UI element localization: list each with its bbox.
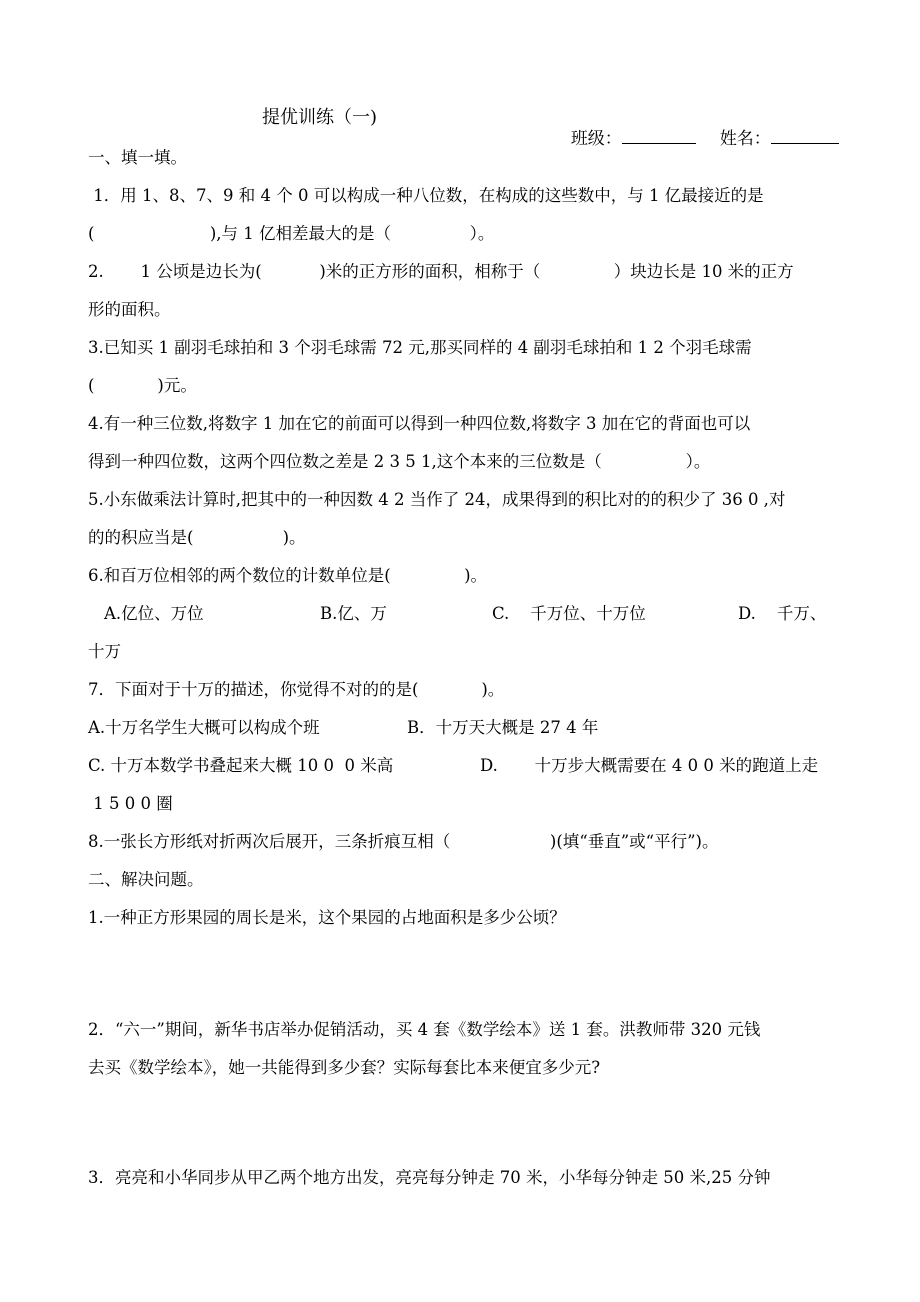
q5-line2: 的的积应当是( )。 <box>88 528 306 547</box>
q2-line1: 2. 1 公顷是边长为( )米的正方形的面积，相称于（ ）块边长是 10 米的正方 <box>88 262 794 281</box>
name-field <box>709 104 839 149</box>
q4-line2: 得到一种四位数，这两个四位数之差是 2 3 5 1,这个本来的三位数是（ ）。 <box>88 452 711 471</box>
page-title: 提优训练（一) <box>262 107 378 128</box>
q7-line4: 1 5 0 0 圈 <box>88 794 173 813</box>
section2-heading: 二、解决问题。 <box>88 870 204 889</box>
q6-option-d: D. 千万、 <box>738 604 827 623</box>
q1-line2: ( ),与 1 亿相差最大的是（ ）。 <box>88 224 495 243</box>
q8-line1: 8.一张长方形纸对折两次后展开，三条折痕互相（ )(填“垂直”或“平行”)。 <box>88 832 719 851</box>
problem-2-line1: 2．“六一”期间，新华书店举办促销活动，买 4 套《数学绘本》送 1 套。洪教师带 320 元钱 <box>88 1020 761 1039</box>
section1-heading: 一、填一填。 <box>88 148 187 167</box>
q7-option-b: B．十万天大概是 27 4 年 <box>407 718 599 737</box>
problem-1: 1.一种正方形果园的周长是米，这个果园的占地面积是多少公顷？ <box>88 908 566 927</box>
q1-line1: 1．用 1、8、7、9 和 4 个 0 可以构成一种八位数，在构成的这些数中，与 1 亿最接近的是 <box>88 186 764 205</box>
q6-option-b: B.亿、万 <box>320 604 387 623</box>
q6-line1: 6.和百万位相邻的两个数位的计数单位是( )。 <box>88 566 488 585</box>
q7-option-c: C. 十万本数学书叠起来大概 10 0 0 米高 <box>88 756 394 775</box>
q6-option-a: A.亿位、万位 <box>104 604 204 623</box>
q7-option-a: A.十万名学生大概可以构成个班 <box>88 718 320 737</box>
q3-line1: 3.已知买 1 副羽毛球拍和 3 个羽毛球需 72 元,那买同样的 4 副羽毛球拍和 1 2 个羽毛球需 <box>88 338 752 357</box>
q6-option-c: C. 千万位、十万位 <box>492 604 646 623</box>
class-blank[interactable] <box>622 127 696 144</box>
q5-line1: 5.小东做乘法计算时,把其中的一种因数 4 2 当作了 24，成果得到的积比对的的积少了 36 0 ,对 <box>88 490 786 509</box>
name-blank[interactable] <box>771 127 839 144</box>
q3-line2: ( )元。 <box>88 376 197 395</box>
q6-line3: 十万 <box>88 642 121 661</box>
q4-line1: 4.有一种三位数,将数字 1 加在它的前面可以得到一种四位数,将数字 3 加在它的背面也可以 <box>88 414 751 433</box>
q2-line2: 形的面积。 <box>88 300 171 319</box>
class-field <box>560 104 696 149</box>
name-label: 姓名： <box>719 129 771 149</box>
q7-line1: 7．下面对于十万的描述，你觉得不对的的是( )。 <box>88 680 505 699</box>
problem-3-line1: 3．亮亮和小华同步从甲乙两个地方出发，亮亮每分钟走 70 米，小华每分钟走 50 米,25 分钟 <box>88 1168 771 1187</box>
class-label: 班级： <box>570 129 622 149</box>
q7-option-d: D. 十万步大概需要在 4 0 0 米的跑道上走 <box>480 756 819 775</box>
problem-2-line2: 去买《数学绘本》，她一共能得到多少套？实际每套比本来便宜多少元? <box>88 1058 601 1077</box>
